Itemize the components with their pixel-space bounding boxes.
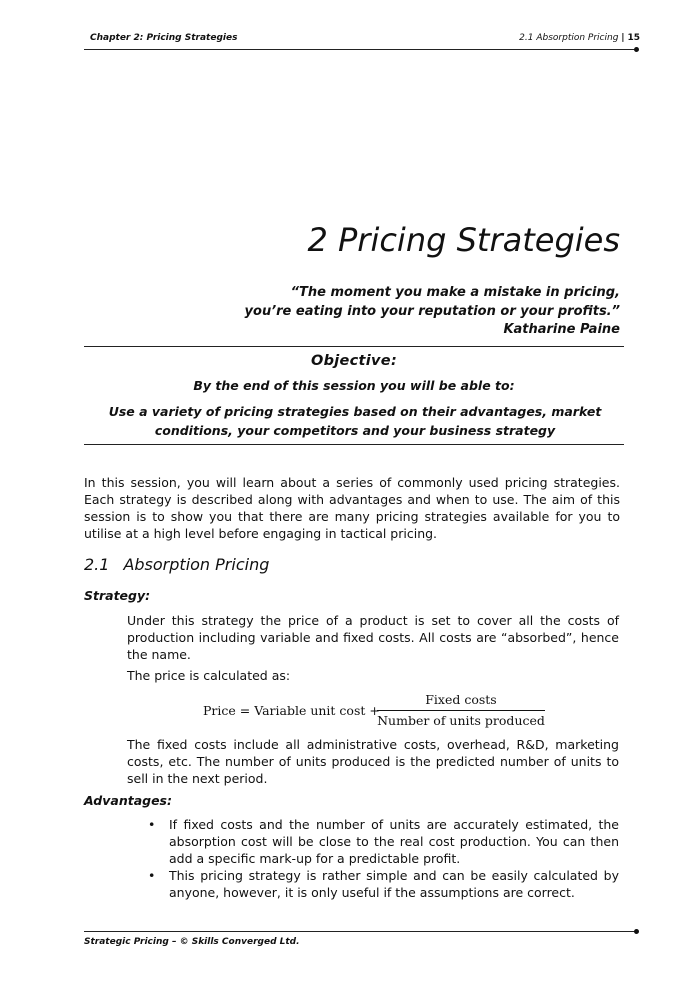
- section-heading: [84, 555, 269, 574]
- chapter-quote: [200, 283, 620, 321]
- objective-top-rule: [84, 346, 624, 347]
- advantages-list: [148, 816, 619, 901]
- formula-fraction-bar: [377, 710, 545, 711]
- chapter-title: 2 Pricing Strategies: [307, 221, 620, 259]
- header-rule: [84, 49, 636, 50]
- objective-intro: By the end of this session you will be able to:: [193, 378, 515, 393]
- page-number: 15: [627, 33, 640, 43]
- running-header-chapter: Chapter 2: Pricing Strategies: [90, 33, 238, 43]
- advantage-text: This pricing strategy is rather simple and can be easily calculated by anyone, however, it is only useful if the assumptions are correct.: [169, 868, 619, 900]
- list-item: [148, 816, 619, 867]
- running-header-section-title: 2.1 Absorption Pricing: [519, 33, 619, 43]
- header-separator: |: [621, 33, 625, 43]
- strategy-paragraph-3: The fixed costs include all administrative costs, overhead, R&D, marketing costs, etc. The number of units produced is the predicted number of units to sell in the next period.: [127, 737, 619, 786]
- advantages-heading: Advantages:: [84, 793, 172, 808]
- strategy-heading: Strategy:: [84, 588, 151, 603]
- formula-lhs: Price = Variable unit cost +: [203, 703, 380, 718]
- header-rule-dot: [634, 47, 639, 52]
- formula-numerator: Fixed costs: [425, 692, 497, 707]
- strategy-paragraph-2: The price is calculated as:: [127, 668, 291, 683]
- quote-author: Katharine Paine: [503, 322, 620, 337]
- bullet-icon: •: [148, 817, 156, 832]
- footer-rule: [84, 931, 636, 932]
- price-formula: [203, 692, 553, 732]
- objective-title: Objective:: [310, 353, 398, 369]
- advantage-text: If fixed costs and the number of units are accurately estimated, the absorption cost will be close to the real cost production. You can then add a specific mark-up for a predictable profit.: [169, 817, 619, 866]
- formula-denominator: Number of units produced: [377, 713, 545, 728]
- running-header-section: [519, 33, 640, 43]
- quote-line-1: “The moment you make a mistake in pricing,: [290, 285, 620, 300]
- objective-bottom-rule: [84, 444, 624, 445]
- section-title: Absorption Pricing: [123, 555, 270, 574]
- footer-text: Strategic Pricing – © Skills Converged Ltd.: [84, 937, 300, 947]
- list-item: [148, 867, 619, 901]
- footer-rule-dot: [634, 929, 639, 934]
- strategy-paragraph-1: Under this strategy the price of a product is set to cover all the costs of production including variable and fixed costs. All costs are “absorbed”, hence the name.: [127, 613, 619, 662]
- bullet-icon: •: [148, 868, 156, 883]
- section-number: 2.1: [84, 555, 110, 574]
- objective-text: Use a variety of pricing strategies based on their advantages, market conditions, your competitors and your business strategy: [108, 404, 602, 438]
- quote-line-2: you’re eating into your reputation or your profits.”: [244, 304, 620, 319]
- intro-paragraph: In this session, you will learn about a series of commonly used pricing strategies. Each strategy is described along with advantages and when to use. The aim of this session is to show you that there are many pricing strategies available for you to utilise at a high level before engaging in tactical pricing.: [84, 475, 620, 541]
